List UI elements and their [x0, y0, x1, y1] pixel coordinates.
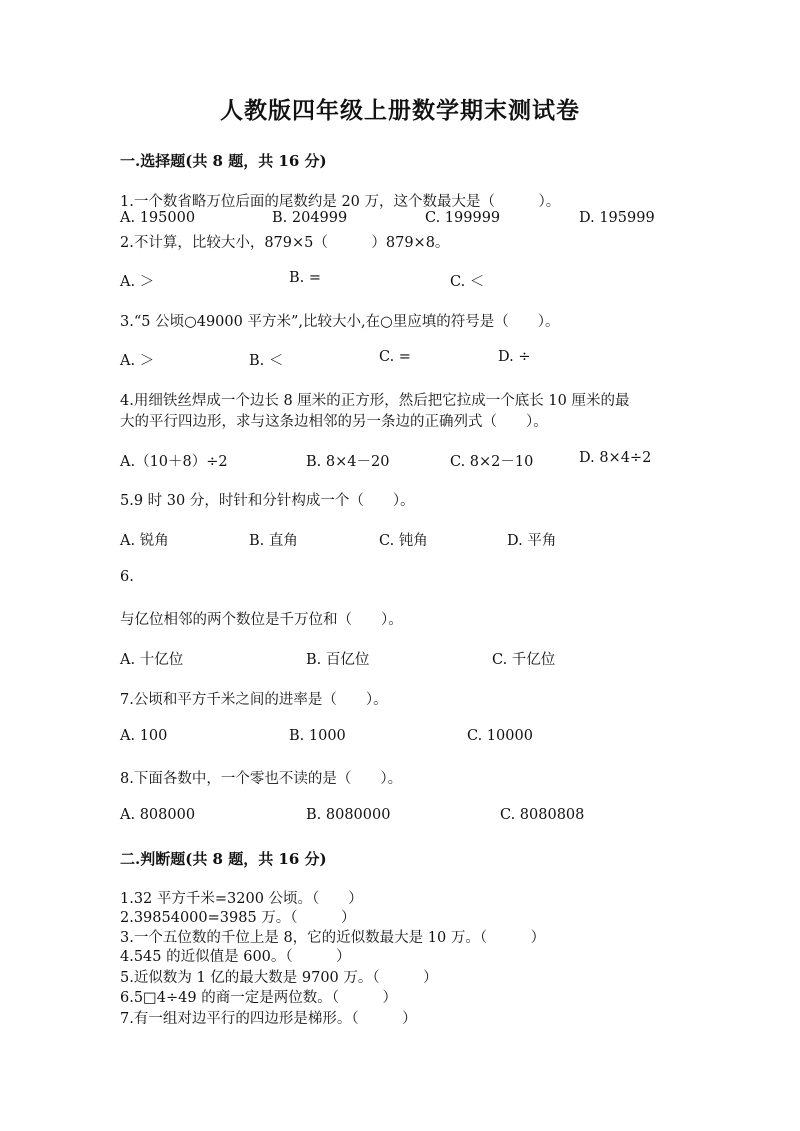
question-3-stem: 3.“5 公顷○49000 平方米”,比较大小,在○里应填的符号是（ ）。	[120, 314, 560, 330]
question-1-option-a: A. 195000	[120, 210, 196, 226]
section-heading-judgement: 二.判断题(共 8 题，共 16 分)	[120, 850, 327, 868]
question-5-option-c: C. 钝角	[379, 533, 428, 549]
question-8-stem: 8.下面各数中，一个零也不读的是（ ）。	[120, 771, 403, 787]
question-2-option-c: C. ＜	[450, 274, 485, 290]
question-8-option-a: A. 808000	[120, 807, 196, 823]
question-3-option-c: C. =	[379, 349, 411, 365]
question-1-option-b: B. 204999	[272, 210, 348, 226]
question-8-option-b: B. 8080000	[306, 807, 391, 823]
question-3-option-b: B. ＜	[249, 353, 284, 369]
question-1-option-c: C. 199999	[425, 210, 501, 226]
question-7-option-a: A. 100	[120, 728, 168, 744]
question-4-stem-line2: 大的平行四边形，求与这条边相邻的另一条边的正确列式（ ）。	[120, 414, 548, 430]
question-8-option-c: C. 8080808	[500, 807, 585, 823]
question-2-option-a: A. ＞	[120, 274, 155, 290]
question-5-option-d: D. 平角	[507, 533, 557, 549]
question-7-option-b: B. 1000	[289, 728, 346, 744]
question-4-option-c: C. 8×2－10	[450, 454, 534, 470]
question-3-option-a: A. ＞	[120, 353, 155, 369]
question-6-option-a: A. 十亿位	[120, 652, 184, 668]
question-4-stem-line1: 4.用细铁丝焊成一个边长 8 厘米的正方形，然后把它拉成一个底长 10 厘米的最	[120, 393, 630, 409]
judgement-item: 3.一个五位数的千位上是 8，它的近似数最大是 10 万。（ ）	[120, 930, 546, 946]
judgement-item: 6.5□4÷49 的商一定是两位数。（ ）	[120, 990, 397, 1006]
judgement-item: 2.39854000=3985 万。（ ）	[120, 910, 356, 926]
question-6-option-c: C. 千亿位	[492, 652, 556, 668]
question-6-stem: 与亿位相邻的两个数位是千万位和（ ）。	[120, 612, 403, 628]
question-1-stem: 1.一个数省略万位后面的尾数约是 20 万，这个数最大是（ ）。	[120, 194, 561, 210]
question-5-option-a: A. 锐角	[120, 533, 169, 549]
section-heading-choice: 一.选择题(共 8 题，共 16 分)	[120, 152, 327, 170]
question-6-option-b: B. 百亿位	[306, 652, 370, 668]
question-4-option-d: D. 8×4÷2	[579, 450, 652, 466]
question-7-stem: 7.公顷和平方千米之间的进率是（ ）。	[120, 692, 388, 708]
judgement-item: 4.545 的近似值是 600。（ ）	[120, 949, 351, 965]
judgement-item: 1.32 平方千米=3200 公顷。（ ）	[120, 891, 363, 907]
question-1-option-d: D. 195999	[579, 210, 655, 226]
judgement-item: 7.有一组对边平行的四边形是梯形。（ ）	[120, 1011, 417, 1027]
question-3-option-d: D. ÷	[498, 349, 531, 365]
question-7-option-c: C. 10000	[467, 728, 533, 744]
judgement-item: 5.近似数为 1 亿的最大数是 9700 万。（ ）	[120, 970, 438, 986]
question-5-option-b: B. 直角	[249, 533, 298, 549]
question-4-option-a: A.（10＋8）÷2	[120, 454, 228, 470]
page-title: 人教版四年级上册数学期末测试卷	[220, 97, 580, 124]
question-5-stem: 5.9 时 30 分，时针和分针构成一个（ ）。	[120, 493, 415, 509]
question-6-number: 6.	[120, 569, 134, 585]
question-2-stem: 2.不计算，比较大小，879×5（ ）879×8。	[120, 235, 450, 251]
question-2-option-b: B. =	[289, 270, 322, 286]
question-4-option-b: B. 8×4－20	[306, 454, 390, 470]
